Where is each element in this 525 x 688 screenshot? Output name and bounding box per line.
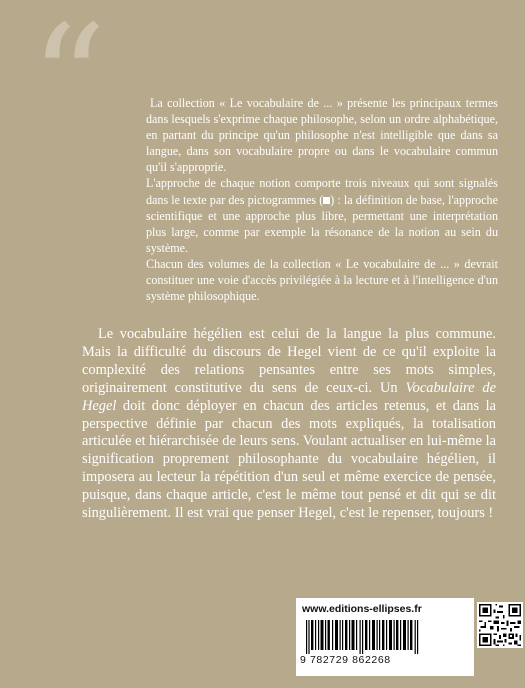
isbn-number: 9 782729 862268 — [300, 654, 391, 666]
collection-paragraph-2 — [146, 175, 498, 255]
summary-paragraph — [82, 326, 496, 523]
summary-part-1: Le vocabulaire hégélien est celui de la langue la plus commune. Mais la difficulté du discours de Hegel vient de ce qu'il exploite la complexité des relations pensantes entre ses mots simples, originairement constitutive du sens de ceux-ci. Un — [82, 326, 496, 396]
summary-part-2: doit donc déployer en chacun des articles retenus, et dans la perspective définie par chacun des mots expliqués, la totalisation articulée et hiérarchisée de leurs sens. Voulant actualiser en lui-même la signification proprement philosophante du vocabulaire hégélien, il imposera au lecteur la répétition d'un seul et même exercice de pensée, puisque, dans chaque article, c'est le même tout pensé et dit qui se dit singulièrement. Il est vrai que penser Hegel, c'est le repenser, toujours ! — [82, 397, 496, 522]
collection-paragraph-2-start: L'approche de chaque notion comporte trois niveaux qui sont signalés dans le texte par des pictogrammes ( — [146, 176, 498, 207]
collection-paragraph-3: Chacun des volumes de la collection « Le vocabulaire de ... » devrait constituer une voie d'accès privilégiée à la lecture et à l'intelligence d'un système philosophique. — [146, 256, 498, 304]
collection-paragraph-2-end: ) : la définition de base, l'approche scientifique et une approche plus libre, permettant une interprétation plus large, comme par exemple la résonance de la notion au sein du système. — [146, 192, 498, 255]
publisher-website: www.editions-ellipses.fr — [302, 603, 422, 615]
collection-description — [146, 95, 498, 304]
qr-code-icon — [477, 602, 523, 648]
collection-paragraph-1: La collection « Le vocabulaire de ... » présente les principaux termes dans lesquels s'exprime chaque philosophe, selon un ordre alphabétique, en partant du principe qu'un philosophe n'est intelligible que dans sa langue, dans son vocabulaire propre ou dans le vocabulaire commun qu'il s'approprie. — [146, 96, 498, 175]
book-summary — [82, 326, 496, 523]
quotation-mark-icon: “ — [30, 0, 93, 168]
isbn-panel — [296, 598, 474, 676]
barcode-icon — [306, 620, 419, 654]
book-title-italic: Vocabulaire de Hegel — [82, 379, 496, 414]
